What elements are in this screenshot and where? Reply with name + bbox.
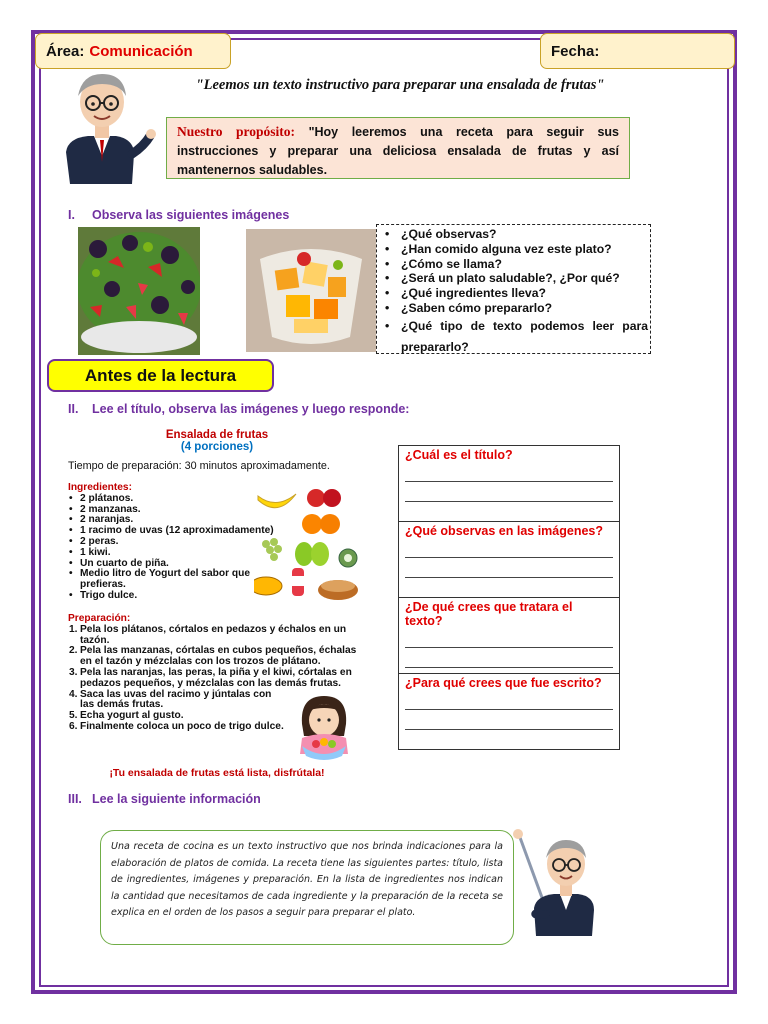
fruit-cup-image [246,229,376,352]
question-item: • ¿Cómo se llama? [381,257,648,272]
response-row [399,446,620,522]
purpose-label: Nuestro propósito: [177,124,295,139]
section-1-number: I. [68,208,75,222]
ingredient-item: • Un cuarto de piña. [68,559,254,570]
observation-questions-box [376,224,651,354]
section-2-heading [68,402,409,416]
table-question: ¿De qué crees que tratara el texto? [405,600,573,628]
answer-line[interactable] [405,710,613,730]
section-3-heading [68,792,261,806]
info-box: Una receta de cocina es un texto instructivo que nos brinda indicaciones para la elaboración de platos de comida. La receta tiene las siguientes partes: título, lista de ingredientes, imágenes y preparación. En la lista de ingredientes nos indican la cantidad que necesitamos de cada ingrediente y la preparación de la receta se explica en el orden de los pasos a seguir para preparar el plato. [100,830,514,945]
response-cell[interactable] [399,674,620,750]
response-row [399,598,620,674]
step-item: 3. Pela las naranjas, las peras, la piña y el kiwi, córtalas en pedazos pequeños, y mézclalas con las demás frutas. [69,666,352,689]
answer-line[interactable] [405,462,613,482]
answer-line[interactable] [405,690,613,710]
response-row [399,522,620,598]
ingredient-item: • 2 naranjas. [68,515,254,526]
step-item: 1. Pela los plátanos, córtalos en pedazos y échalos en un tazón. [69,623,347,646]
answer-line[interactable] [405,628,613,648]
girl-eating-illustration [288,690,362,762]
step-text: Echa yogurt al gusto. [80,710,184,722]
response-cell[interactable] [399,598,620,674]
step-text: Pela las manzanas, córtalas en cubos pequeños, échalas en el tazón y mézclalas con los trozos de plátano. [80,645,357,668]
response-cell[interactable] [399,522,620,598]
question-item: • ¿Saben cómo prepararlo? [381,301,648,316]
section-1-title: Observa las siguientes imágenes [92,208,290,222]
preparation-label: Preparación: [68,613,131,624]
step-text: Saca las uvas del racimo y júntalas con las demás frutas. [80,688,272,711]
response-row [399,674,620,750]
area-value: Comunicación [89,42,193,60]
step-item: 5. Echa yogurt al gusto. [69,710,184,722]
step-text: Finalmente coloca un poco de trigo dulce. [80,720,284,732]
ingredient-item: • 2 manzanas. [68,505,254,516]
step-item: 4. Saca las uvas del racimo y júntalas con las demás frutas. [69,688,272,711]
area-box [35,33,231,69]
response-cell[interactable] [399,446,620,522]
ingredient-item: • Medio litro de Yogurt del sabor que prefieras. [68,569,254,591]
recipe-portions: (4 porciones) [180,441,254,453]
document-title: "Leemos un texto instructivo para preparar una ensalada de frutas" [195,77,605,93]
section-1-heading [68,208,289,222]
purpose-box [166,117,630,179]
ingredient-item: • 1 racimo de uvas (12 aproximadamente) [68,526,298,537]
area-label: Área: [46,42,85,60]
table-question: ¿Cuál es el título? [405,448,513,462]
ingredients-block [68,482,274,602]
step-text: Pela las naranjas, las peras, la piña y el kiwi, córtalas en pedazos pequeños, y mézclalas con las demás frutas. [80,666,352,689]
recipe-card [66,428,368,780]
purpose-text: "Hoy leeremos una receta para seguir sus instrucciones y preparar una deliciosa ensalada de frutas y así mantenernos saludables. [177,125,619,177]
response-table [398,445,620,750]
step-item: 6. Finalmente coloca un poco de trigo dulce. [69,720,284,732]
ingredient-item: • 1 kiwi. [68,548,254,559]
section-3-title: Lee la siguiente información [92,792,261,806]
step-item: 2. Pela las manzanas, córtalas en cubos pequeños, échalas en el tazón y mézclalas con los trozos de plátano. [69,645,357,668]
recipe-final-note: ¡Tu ensalada de frutas está lista, disfrútala! [109,767,325,779]
question-item: • ¿Será un plato saludable?, ¿Por qué? [381,271,648,286]
answer-line[interactable] [405,482,613,502]
fruit-ingredients-illustration [254,486,368,616]
step-text: Pela los plátanos, córtalos en pedazos y échalos en un tazón. [80,623,347,646]
recipe-time: Tiempo de preparación: 30 minutos aproximadamente. [68,460,330,472]
table-question: ¿Para qué crees que fue escrito? [405,676,602,690]
salad-bowl-image [78,227,200,355]
ingredient-item: • 2 plátanos. [68,494,254,505]
question-item: • ¿Qué tipo de texto podemos leer para prepararlo? [381,316,648,358]
question-item: • ¿Qué observas? [381,227,648,242]
fecha-label: Fecha: [551,42,600,60]
section-2-title: Lee el título, observa las imágenes y luego responde: [92,402,410,416]
section-3-number: III. [68,792,82,806]
antes-de-la-lectura-banner: Antes de la lectura [47,359,274,392]
section-2-number: II. [68,402,79,416]
question-item: • ¿Qué ingredientes lleva? [381,286,648,301]
table-question: ¿Qué observas en las imágenes? [405,524,603,538]
answer-line[interactable] [405,538,613,558]
teacher-pointer-illustration [508,826,604,938]
ingredients-label: Ingredientes: [68,482,132,493]
question-item: • ¿Han comido alguna vez este plato? [381,242,648,257]
fecha-box [540,33,735,69]
answer-line[interactable] [405,648,613,668]
ingredient-item: • 2 peras. [68,537,254,548]
answer-line[interactable] [405,558,613,578]
ingredient-item: • Trigo dulce. [68,591,254,602]
recipe-title: Ensalada de frutas [165,429,269,441]
